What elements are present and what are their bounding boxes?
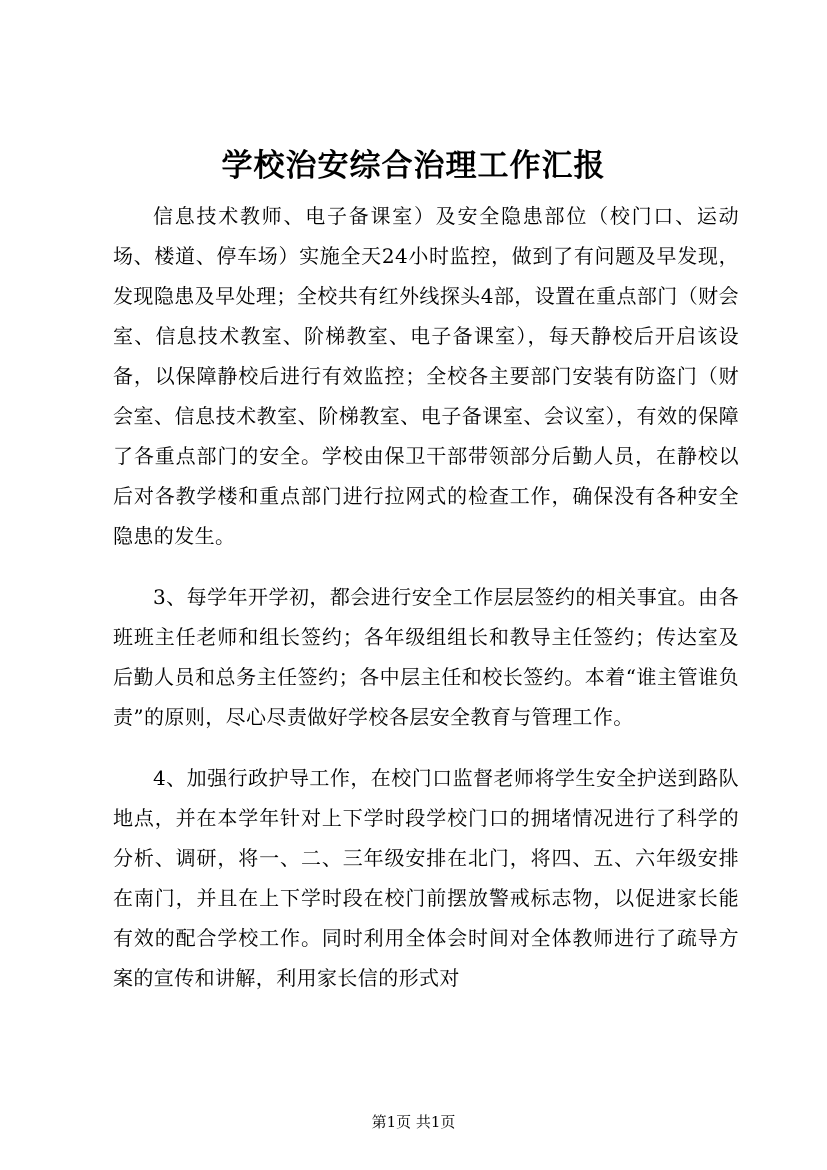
paragraph-safety-agreements: 3、每学年开学初，都会进行安全工作层层签约的相关事宜。由各班班主任老师和组长签约；各年级组组长和教导主任签约；传达室及后勤人员和总务主任签约；各中层主任和校长签约。本着“谁主管谁负责”的原则，尽心尽责做好学校各层安全教育与管理工作。 xyxy=(113,585,739,729)
document-title: 学校治安综合治理工作汇报 xyxy=(221,148,606,184)
document-body xyxy=(113,196,739,998)
paragraph-surveillance: 信息技术教师、电子备课室）及安全隐患部位（校门口、运动场、楼道、停车场）实施全天24小时监控，做到了有问题及早发现，发现隐患及早处理；全校共有红外线探头4部，设置在重点部门（财会室、信息技术教室、阶梯教室、电子备课室），每天静校后开启该设备，以保障静校后进行有效监控；全校各主要部门安装有防盗门（财会室、信息技术教室、阶梯教室、电子备课室、会议室），有效的保障了各重点部门的安全。学校由保卫干部带领部分后勤人员，在静校以后对各教学楼和重点部门进行拉网式的检查工作，确保没有各种安全隐患的发生。 xyxy=(113,204,739,548)
paragraph-escort-duty: 4、加强行政护导工作，在校门口监督老师将学生安全护送到路队地点，并在本学年针对上下学时段学校门口的拥堵情况进行了科学的分析、调研，将一、二、三年级安排在北门，将四、五、六年级安排在南门，并且在上下学时段在校门前摆放警戒标志物，以促进家长能有效的配合学校工作。同时利用全体会时间对全体教师进行了疏导方案的宣传和讲解，利用家长信的形式对 xyxy=(113,766,739,990)
page-footer: 第1页 共1页 xyxy=(371,1113,456,1131)
